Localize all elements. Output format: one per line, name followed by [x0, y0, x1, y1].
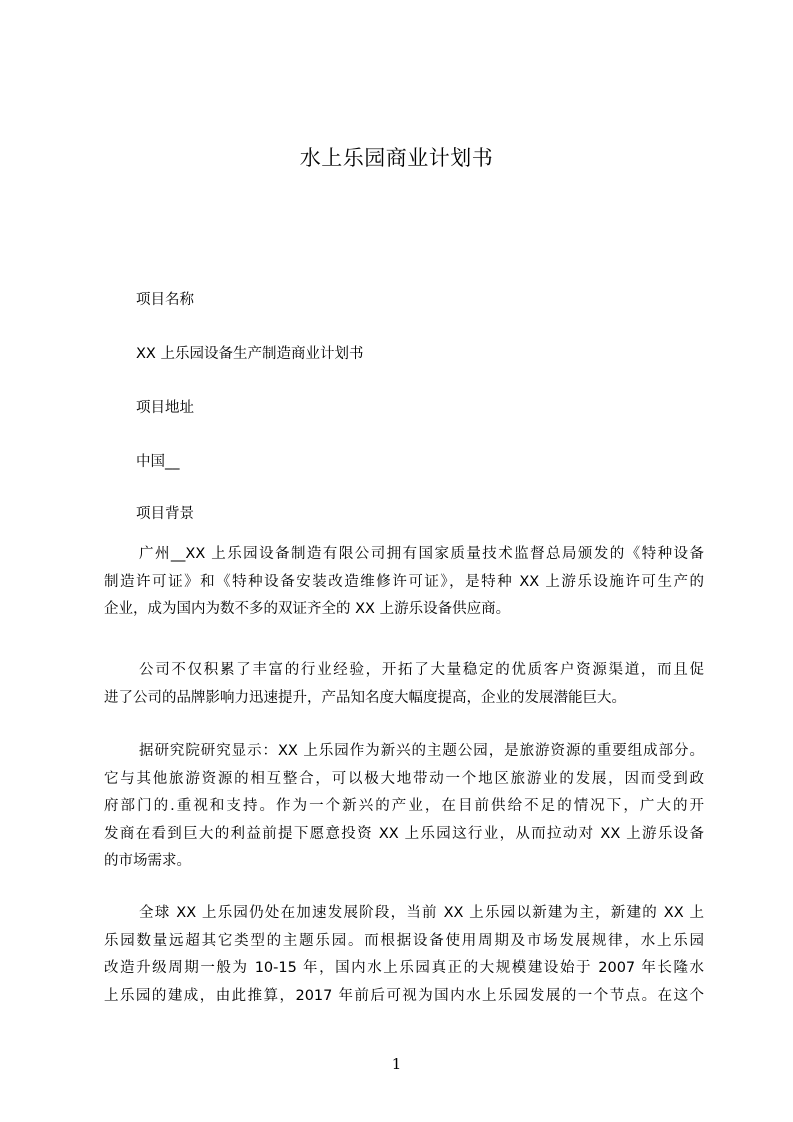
paragraph-3	[104, 738, 704, 876]
document-title: 水上乐园商业计划书	[299, 146, 494, 170]
project-name-label: 项目名称	[136, 292, 194, 308]
paragraph-line: 公司不仅积累了丰富的行业经验，开拓了大量稳定的优质客户资源渠道，而且促	[139, 662, 704, 678]
paragraph-line: 上乐园的建成，由此推算，2017 年前后可视为国内水上乐园发展的一个节点。在这个	[104, 987, 704, 1004]
paragraph-line: 府部门的.重视和支持。作为一个新兴的产业，在目前供给不足的情况下，广大的开	[104, 798, 704, 814]
paragraph-line: 发商在看到巨大的利益前提下愿意投资 XX 上乐园这行业，从而拉动对 XX 上游乐设备	[104, 825, 704, 842]
project-name-value: XX 上乐园设备生产制造商业计划书	[136, 346, 364, 362]
paragraph-line: 改造升级周期一般为 10-15 年，国内水上乐园真正的大规模建设始于 2007 年长隆水	[104, 960, 704, 976]
page-number: 1	[391, 1055, 402, 1073]
paragraph-4	[104, 900, 704, 1010]
paragraph-line: 据研究院研究显示：XX 上乐园作为新兴的主题公园，是旅游资源的重要组成部分。	[139, 743, 704, 759]
paragraph-line: 制造许可证》和《特种设备安装改造维修许可证》，是特种 XX 上游乐设施许可生产的	[104, 573, 704, 590]
paragraph-line: 广州__XX 上乐园设备制造有限公司拥有国家质量技术监督总局颁发的《特种设备	[139, 546, 704, 562]
paragraph-line: 进了公司的品牌影响力迅速提升，产品知名度大幅度提高，企业的发展潜能巨大。	[104, 689, 626, 706]
paragraph-line: 的市场需求。	[104, 853, 191, 869]
project-background-label: 项目背景	[136, 506, 194, 522]
paragraph-1	[104, 541, 704, 624]
project-address-value: 中国__	[136, 454, 180, 470]
paragraph-line: 全球 XX 上乐园仍处在加速发展阶段，当前 XX 上乐园以新建为主，新建的 XX 上	[139, 905, 704, 921]
paragraph-2	[104, 657, 704, 712]
paragraph-line: 它与其他旅游资源的相互整合，可以极大地带动一个地区旅游业的发展，因而受到政	[104, 770, 704, 787]
paragraph-line: 企业，成为国内为数不多的双证齐全的 XX 上游乐设备供应商。	[104, 601, 511, 617]
project-address-label: 项目地址	[136, 400, 194, 416]
paragraph-line: 乐园数量远超其它类型的主题乐园。而根据设备使用周期及市场发展规律，水上乐园	[104, 932, 704, 949]
